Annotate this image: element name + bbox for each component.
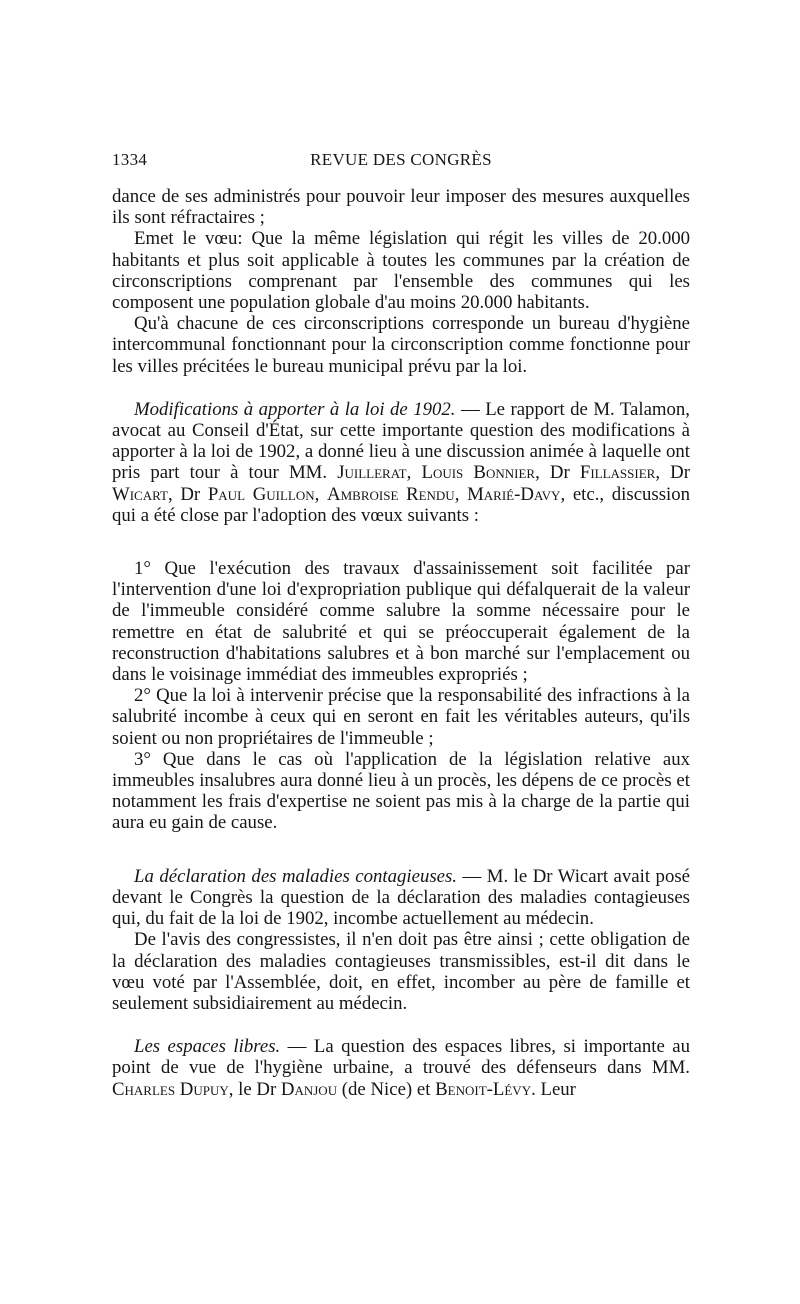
- section-text: . Leur: [531, 1078, 576, 1100]
- voeu-item-1: 1° Que l'exécution des travaux d'assainissement soit facilitée par l'intervention d'une loi d'expropriation publique qui défalquerait de la valeur de l'immeuble considéré comme salubre la somme nécessaire pour le remettre en état de salubrité et qui se préoccuperait également de la reconstruction d'habitations salubres et à bon marché sur l'emplacement ou dans le voisinage immédiat des immeubles expropriés ;: [112, 558, 690, 686]
- separator: , Dr: [535, 462, 580, 484]
- section-title-maladies: La déclaration des maladies contagieuses.: [134, 865, 457, 887]
- person-name: Fillassier: [579, 462, 656, 484]
- person-name: Ambroise Rendu: [327, 483, 455, 505]
- running-header: [112, 150, 690, 174]
- section-title-modifications: Modifications à apporter à la loi de 1902.: [134, 398, 456, 420]
- section-modifications: [112, 399, 690, 526]
- person-name: Paul Guillon: [207, 483, 315, 505]
- separator: , Dr: [167, 483, 208, 505]
- section-title-espaces: Les espaces libres.: [134, 1036, 281, 1058]
- page-number: 1334: [112, 150, 148, 169]
- paragraph-voeu: Emet le vœu: Que la même législation qui régit les villes de 20.000 habitants et plus soit applicable à toutes les communes par la création de circonscriptions comprenant par l'ensemble des communes qui les composent une population globale d'au moins 20.000 habitants.: [112, 228, 690, 314]
- voeu-item-3: 3° Que dans le cas où l'application de la législation relative aux immeubles insalubres aura donné lieu à un procès, les dépens de ce procès et notamment les frais d'expertise ne soient pas mis à la charge de la partie qui aura eu gain de cause.: [112, 748, 690, 834]
- section-text: , etc., discussion qui a été close par l'adoption des vœux suivants :: [112, 483, 691, 526]
- person-name: Marié-Davy: [467, 483, 561, 505]
- person-name: Juillerat: [337, 462, 407, 484]
- running-title: REVUE DES CONGRÈS: [310, 150, 492, 169]
- separator: ,: [454, 483, 468, 505]
- section-maladies: [112, 866, 690, 930]
- separator: ,: [406, 462, 422, 484]
- separator: , Dr: [655, 462, 690, 484]
- separator: ,: [314, 483, 328, 505]
- section-text: — M. le Dr Wicart avait posé devant le Congrès la question de la déclaration des maladies contagieuses qui, du fait de la loi de 1902, incombe actuellement au médecin.: [112, 865, 690, 930]
- separator: (de Nice) et: [337, 1078, 436, 1100]
- voeu-item-2: 2° Que la loi à intervenir précise que la responsabilité des infractions à la salubrité incombe à ceux qui en seront en fait les véritables auteurs, qu'ils soient ou non propriétaires de l'immeuble ;: [112, 685, 690, 749]
- section-text: — La question des espaces libres, si importante au point de vue de l'hygiène urbaine, a trouvé des défenseurs dans MM.: [112, 1036, 690, 1079]
- paragraph-continuation: dance de ses administrés pour pouvoir leur imposer des mesures auxquelles ils sont réfractaires ;: [112, 186, 690, 229]
- person-name: Louis Bonnier: [421, 462, 536, 484]
- body-text: [112, 186, 690, 1100]
- person-name: Charles Dupuy: [112, 1078, 229, 1100]
- section-espaces: [112, 1036, 690, 1100]
- person-name: Benoit-Lévy: [435, 1078, 532, 1100]
- separator: , le Dr: [228, 1078, 281, 1100]
- person-name: Wicart: [112, 483, 168, 505]
- person-name: Danjou: [280, 1078, 338, 1100]
- paragraph-avis: De l'avis des congressistes, il n'en doit pas être ainsi ; cette obligation de la déclaration des maladies contagieuses transmissibles, est-il dit dans le vœu voté par l'Assemblée, doit, en effet, incomber au père de famille et seulement subsidiairement au médecin.: [112, 929, 690, 1014]
- paragraph-bureau: Qu'à chacune de ces circonscriptions corresponde un bureau d'hygiène intercommunal fonctionnant pour la circonscription comme fonctionne pour les villes précitées le bureau municipal prévu par la loi.: [112, 313, 690, 377]
- section-text: — Le rapport de M. Talamon, avocat au Conseil d'État, sur cette importante question des modifications à apporter à la loi de 1902, a donné lieu à une discussion animée à laquelle ont pris part tour à tour MM.: [112, 398, 691, 484]
